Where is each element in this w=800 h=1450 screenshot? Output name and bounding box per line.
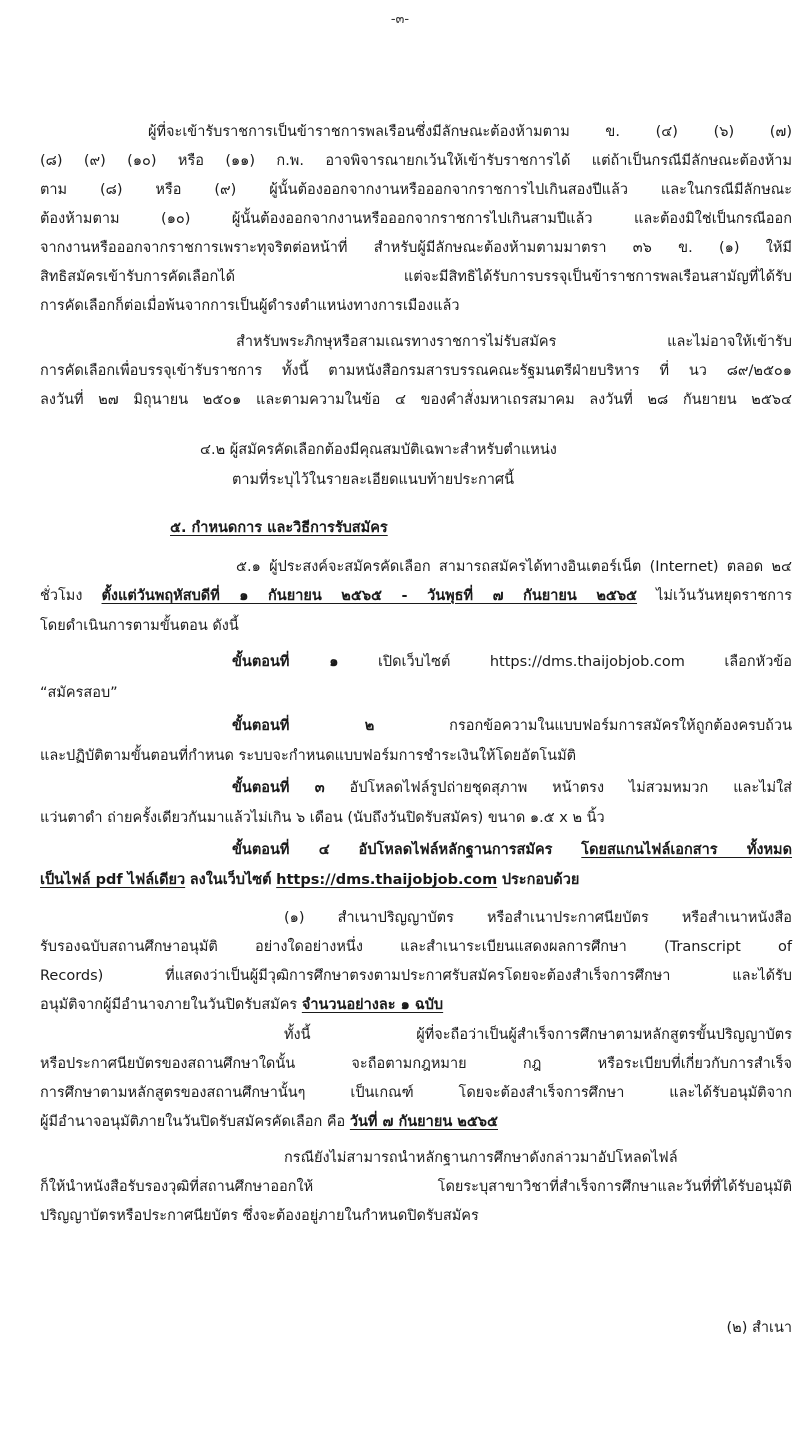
step3-line — [232, 776, 792, 800]
para1-line3: ตาม (๘) หรือ (๙) ผู้นั้นต้องออกจากงานหรือออกจากราชการไปเกินสองปีแล้ว และในกรณีมีลักษณะ — [40, 182, 792, 198]
para2-line3: ลงวันที่ ๒๗ มิถุนายน ๒๕๐๑ และตามความในข้อ ๔ ของคำสั่งมหาเถรสมาคม ลงวันที่ ๒๘ กันยายน ๒๕๖๔ — [40, 392, 792, 408]
para1-line6: สิทธิสมัครเข้ารับการคัดเลือกได้ แต่จะมีสิทธิได้รับการบรรจุเป็นข้าราชการพลเรือนสามัญที่ได้รับ — [40, 269, 792, 285]
step2-line — [232, 714, 792, 738]
step4-text: อัปโหลดไฟล์หลักฐานการสมัคร — [358, 842, 553, 858]
note1-line4-pre: ผู้มีอำนาจอนุมัติภายในวันปิดรับสมัครคัดเลือก คือ — [40, 1114, 346, 1130]
doc1-line4 — [40, 993, 443, 1017]
step1-line — [232, 650, 792, 674]
para1-line5: จากงานหรือออกจากราชการเพราะทุจริตต่อหน้าที่ สำหรับผู้มีลักษณะต้องห้ามตามมาตรา ๓๖ ข. (๑) ให้มี — [40, 240, 792, 256]
item42-line2: ตามที่ระบุไว้ในรายละเอียดแนบท้ายประกาศนี้ — [232, 472, 515, 488]
page-number: -๓- — [390, 12, 410, 27]
step2-text: กรอกข้อความในแบบฟอร์มการสมัครให้ถูกต้องครบถ้วน — [449, 718, 792, 734]
para1-line7: การคัดเลือกก็ต่อเมื่อพ้นจากการเป็นผู้ดำรงตำแหน่งทางการเมืองแล้ว — [40, 298, 460, 314]
item51-line1: ๕.๑ ผู้ประสงค์จะสมัครคัดเลือก สามารถสมัครได้ทางอินเตอร์เน็ต (Internet) ตลอด ๒๔ — [236, 559, 792, 575]
note1-line3: การศึกษาตามหลักสูตรของสถานศึกษานั้นๆ เป็นเกณฑ์ โดยจะต้องสำเร็จการศึกษา และได้รับอนุมัติจาก — [40, 1085, 792, 1101]
item51-line2-pre: ชั่วโมง — [40, 588, 83, 604]
step1-label: ขั้นตอนที่ ๑ — [232, 654, 339, 670]
step1-cont: “สมัครสอบ” — [40, 685, 118, 701]
para1-line4: ต้องห้ามตาม (๑๐) ผู้นั้นต้องออกจากงานหรือออกจากราชการไปเกินสามปีแล้ว และต้องมิใช่เป็นกรณีออก — [40, 211, 792, 227]
doc1-line1: (๑) สำเนาปริญญาบัตร หรือสำเนาประกาศนียบัตร หรือสำเนาหนังสือ — [284, 910, 792, 926]
step4-scan-note: โดยสแกนไฟล์เอกสาร ทั้งหมด — [581, 842, 793, 858]
note1-line1: ทั้งนี้ ผู้ที่จะถือว่าเป็นผู้สำเร็จการศึกษาตามหลักสูตรขั้นปริญญาบัตร — [284, 1027, 792, 1043]
note2-line1: กรณียังไม่สามารถนำหลักฐานการศึกษาดังกล่าวมาอัปโหลดไฟล์ — [284, 1150, 678, 1166]
note1-line2: หรือประกาศนียบัตรของสถานศึกษาใดนั้น จะถือตามกฎหมาย กฎ หรือระเบียบที่เกี่ยวกับการสำเร็จ — [40, 1056, 792, 1072]
item51-line3: โดยดำเนินการตามขั้นตอน ดังนี้ — [40, 618, 239, 634]
single-pdf-note: เป็นไฟล์ pdf ไฟล์เดียว — [40, 872, 186, 888]
note2-line2: ก็ให้นำหนังสือรับรองวุฒิที่สถานศึกษาออกให้ โดยระบุสาขาวิชาที่สำเร็จการศึกษาและวันที่ที่ได้รับอนุมัติ — [40, 1179, 792, 1195]
item51-line2 — [40, 584, 792, 608]
step4-cont-post: ประกอบด้วย — [501, 872, 580, 888]
step3-cont: แว่นตาดำ ถ่ายครั้งเดียวกันมาแล้วไม่เกิน ๖ เดือน (นับถึงวันปิดรับสมัคร) ขนาด ๑.๕ x ๒ นิ้ว — [40, 810, 605, 826]
deadline-date: วันที่ ๗ กันยายน ๒๕๖๕ — [349, 1114, 498, 1130]
step4-cont — [40, 868, 579, 892]
para1-line1: ผู้ที่จะเข้ารับราชการเป็นข้าราชการพลเรือนซึ่งมีลักษณะต้องห้ามตาม ข. (๔) (๖) (๗) — [148, 124, 792, 140]
doc1-line2: รับรองฉบับสถานศึกษาอนุมัติ อย่างใดอย่างหนึ่ง และสำเนาระเบียนแสดงผลการศึกษา (Transcript of — [40, 939, 792, 955]
application-period: ตั้งแต่วันพฤหัสบดีที่ ๑ กันยายน ๒๕๖๕ - วันพุธที่ ๗ กันยายน ๒๕๖๕ — [101, 588, 638, 604]
step3-text: อัปโหลดไฟล์รูปถ่ายชุดสุภาพ หน้าตรง ไม่สวมหมวก และไม่ใส่ — [349, 780, 792, 796]
step4-cont-mid: ลงในเว็บไซต์ — [189, 872, 272, 888]
step3-label: ขั้นตอนที่ ๓ — [232, 780, 325, 796]
copies-note: จำนวนอย่างละ ๑ ฉบับ — [301, 997, 444, 1013]
note1-line4 — [40, 1110, 498, 1134]
step4-label: ขั้นตอนที่ ๔ — [232, 842, 330, 858]
website-link[interactable]: https://dms.thaijobjob.com — [276, 872, 498, 888]
step2-cont: และปฏิบัติตามขั้นตอนที่กำหนด ระบบจะกำหนดแบบฟอร์มการชำระเงินให้โดยอัตโนมัติ — [40, 748, 577, 764]
note2-line3: ปริญญาบัตรหรือประกาศนียบัตร ซึ่งจะต้องอยู่ภายในกำหนดปิดรับสมัคร — [40, 1208, 479, 1224]
para1-line2: (๘) (๙) (๑๐) หรือ (๑๑) ก.พ. อาจพิจารณายกเว้นให้เข้ารับราชการได้ แต่ถ้าเป็นกรณีมีลักษณะต้องห้าม — [40, 153, 792, 169]
para2-line1: สำหรับพระภิกษุหรือสามเณรทางราชการไม่รับสมัคร และไม่อาจให้เข้ารับ — [236, 334, 792, 350]
step1-text: เปิดเว็บไซต์ https://dms.thaijobjob.com เลือกหัวข้อ — [377, 654, 792, 670]
step2-label: ขั้นตอนที่ ๒ — [232, 718, 375, 734]
continuation-marker: (๒) สำเนา — [726, 1320, 792, 1336]
item51-line2-post: ไม่เว้นวันหยุดราชการ — [656, 588, 792, 604]
section5-heading: ๕. กำหนดการ และวิธีการรับสมัคร — [170, 520, 388, 536]
doc1-line3: Records) ที่แสดงว่าเป็นผู้มีวุฒิการศึกษาตรงตามประกาศรับสมัครโดยจะต้องสำเร็จการศึกษา และได้รับ — [40, 968, 792, 984]
step4-line — [232, 838, 792, 862]
item42-line1: ๔.๒ ผู้สมัครคัดเลือกต้องมีคุณสมบัติเฉพาะสำหรับตำแหน่ง — [200, 442, 557, 458]
doc1-line4-pre: อนุมัติจากผู้มีอำนาจภายในวันปิดรับสมัคร — [40, 997, 298, 1013]
para2-line2: การคัดเลือกเพื่อบรรจุเข้ารับราชการ ทั้งนี้ ตามหนังสือกรมสารบรรณคณะรัฐมนตรีฝ่ายบริหาร ที่ นว ๘๙/๒๕๐๑ — [40, 363, 792, 379]
